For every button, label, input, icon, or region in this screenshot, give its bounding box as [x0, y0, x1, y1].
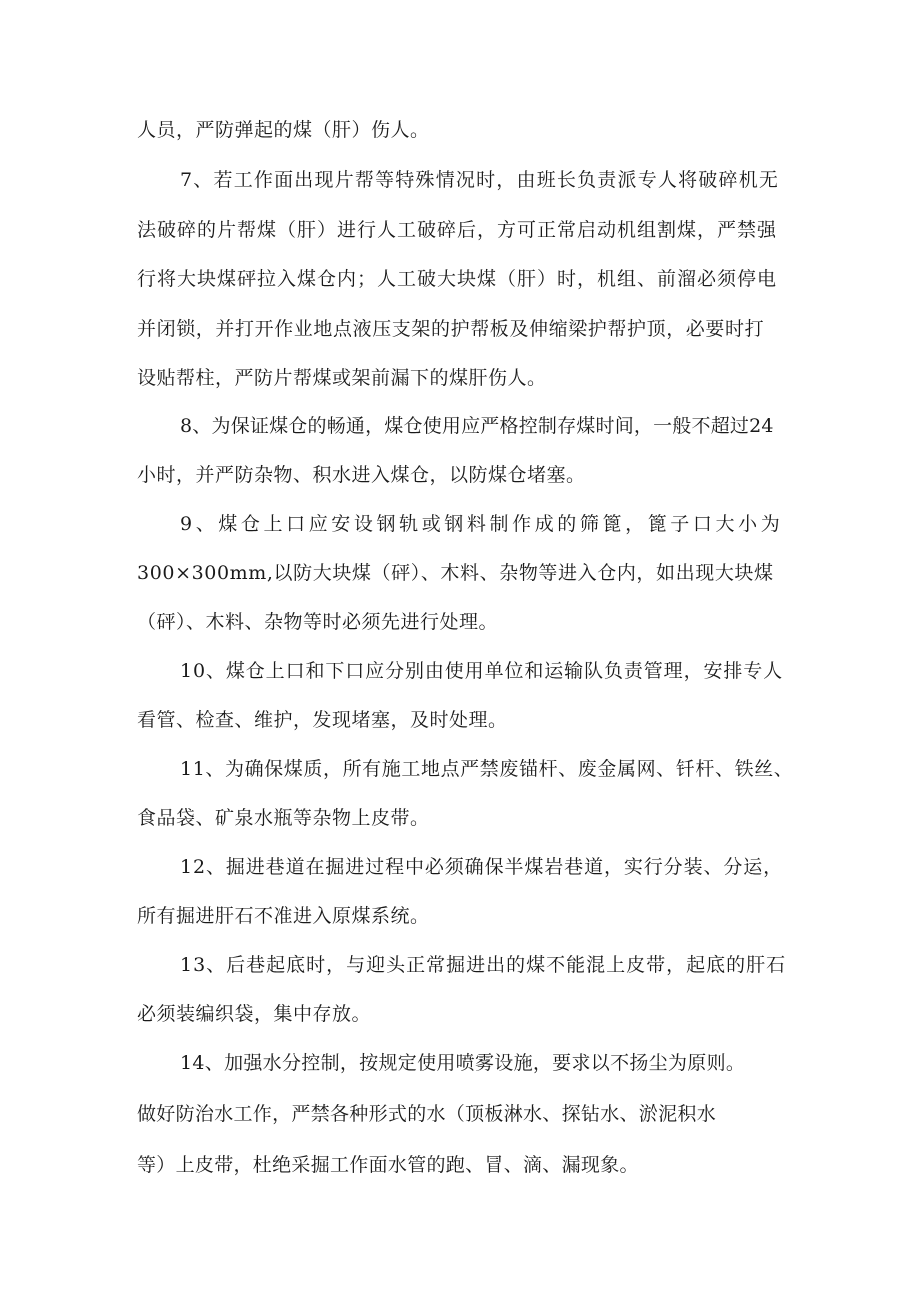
- paragraph-10-start: 10、煤仓上口和下口应分别由使用单位和运输队负责管理，安排专人: [180, 660, 784, 682]
- text-line: 法破碎的片帮煤（肝）进行人工破碎后，方可正常启动机组割煤，严禁强: [137, 219, 778, 241]
- paragraph-7-start: 7、若工作面出现片帮等特殊情况时，由班长负责派专人将破碎机无: [180, 169, 780, 191]
- text-line: 300×300mm,以防大块煤（砰）、木料、杂物等进入仓内，如出现大块煤: [137, 562, 774, 584]
- text-line: 并闭锁，并打开作业地点液压支架的护帮板及伸缩梁护帮护顶，必要时打: [137, 318, 765, 340]
- text-line: 食品袋、矿泉水瓶等杂物上皮带。: [137, 807, 430, 829]
- text-line: 看管、检查、维护，发现堵塞，及时处理。: [137, 709, 508, 731]
- text-line: 必须装编织袋，集中存放。: [137, 1003, 372, 1025]
- text-line: 做好防治水工作，严禁各种形式的水（顶板淋水、探钻水、淤泥积水: [137, 1103, 717, 1125]
- text-line: （砰）、木料、杂物等时必须先进行处理。: [137, 611, 499, 633]
- text-line: 等）上皮带，杜绝采掘工作面水管的跑、冒、滴、漏现象。: [137, 1154, 639, 1176]
- text-line: 所有掘进肝石不准进入原煤系统。: [137, 905, 430, 927]
- paragraph-9-start: 9、煤仓上口应安设钢轨或钢料制作成的筛篦，篦子口大小为: [180, 513, 784, 535]
- paragraph-13-start: 13、后巷起底时，与迎头正常掘进出的煤不能混上皮带，起底的肝石: [180, 954, 787, 976]
- paragraph-8-start: 8、为保证煤仓的畅通，煤仓使用应严格控制存煤时间，一般不超过24: [180, 415, 774, 437]
- paragraph-12-start: 12、掘进巷道在掘进过程中必须确保半煤岩巷道，实行分装、分运，: [180, 856, 784, 878]
- paragraph-11-start: 11、为确保煤质，所有施工地点严禁废锚杆、废金属网、钎杆、铁丝、: [180, 758, 794, 780]
- text-line: 人员，严防弹起的煤（肝）伤人。: [137, 119, 430, 141]
- text-line: 设贴帮柱，严防片帮煤或架前漏下的煤肝伤人。: [137, 367, 547, 389]
- text-line: 行将大块煤砰拉入煤仓内；人工破大块煤（肝）时，机组、前溜必须停电: [137, 268, 778, 290]
- paragraph-14-start: 14、加强水分控制，按规定使用喷雾设施，要求以不扬尘为原则。: [180, 1052, 746, 1074]
- text-line: 小时，并严防杂物、积水进入煤仓，以防煤仓堵塞。: [137, 464, 586, 486]
